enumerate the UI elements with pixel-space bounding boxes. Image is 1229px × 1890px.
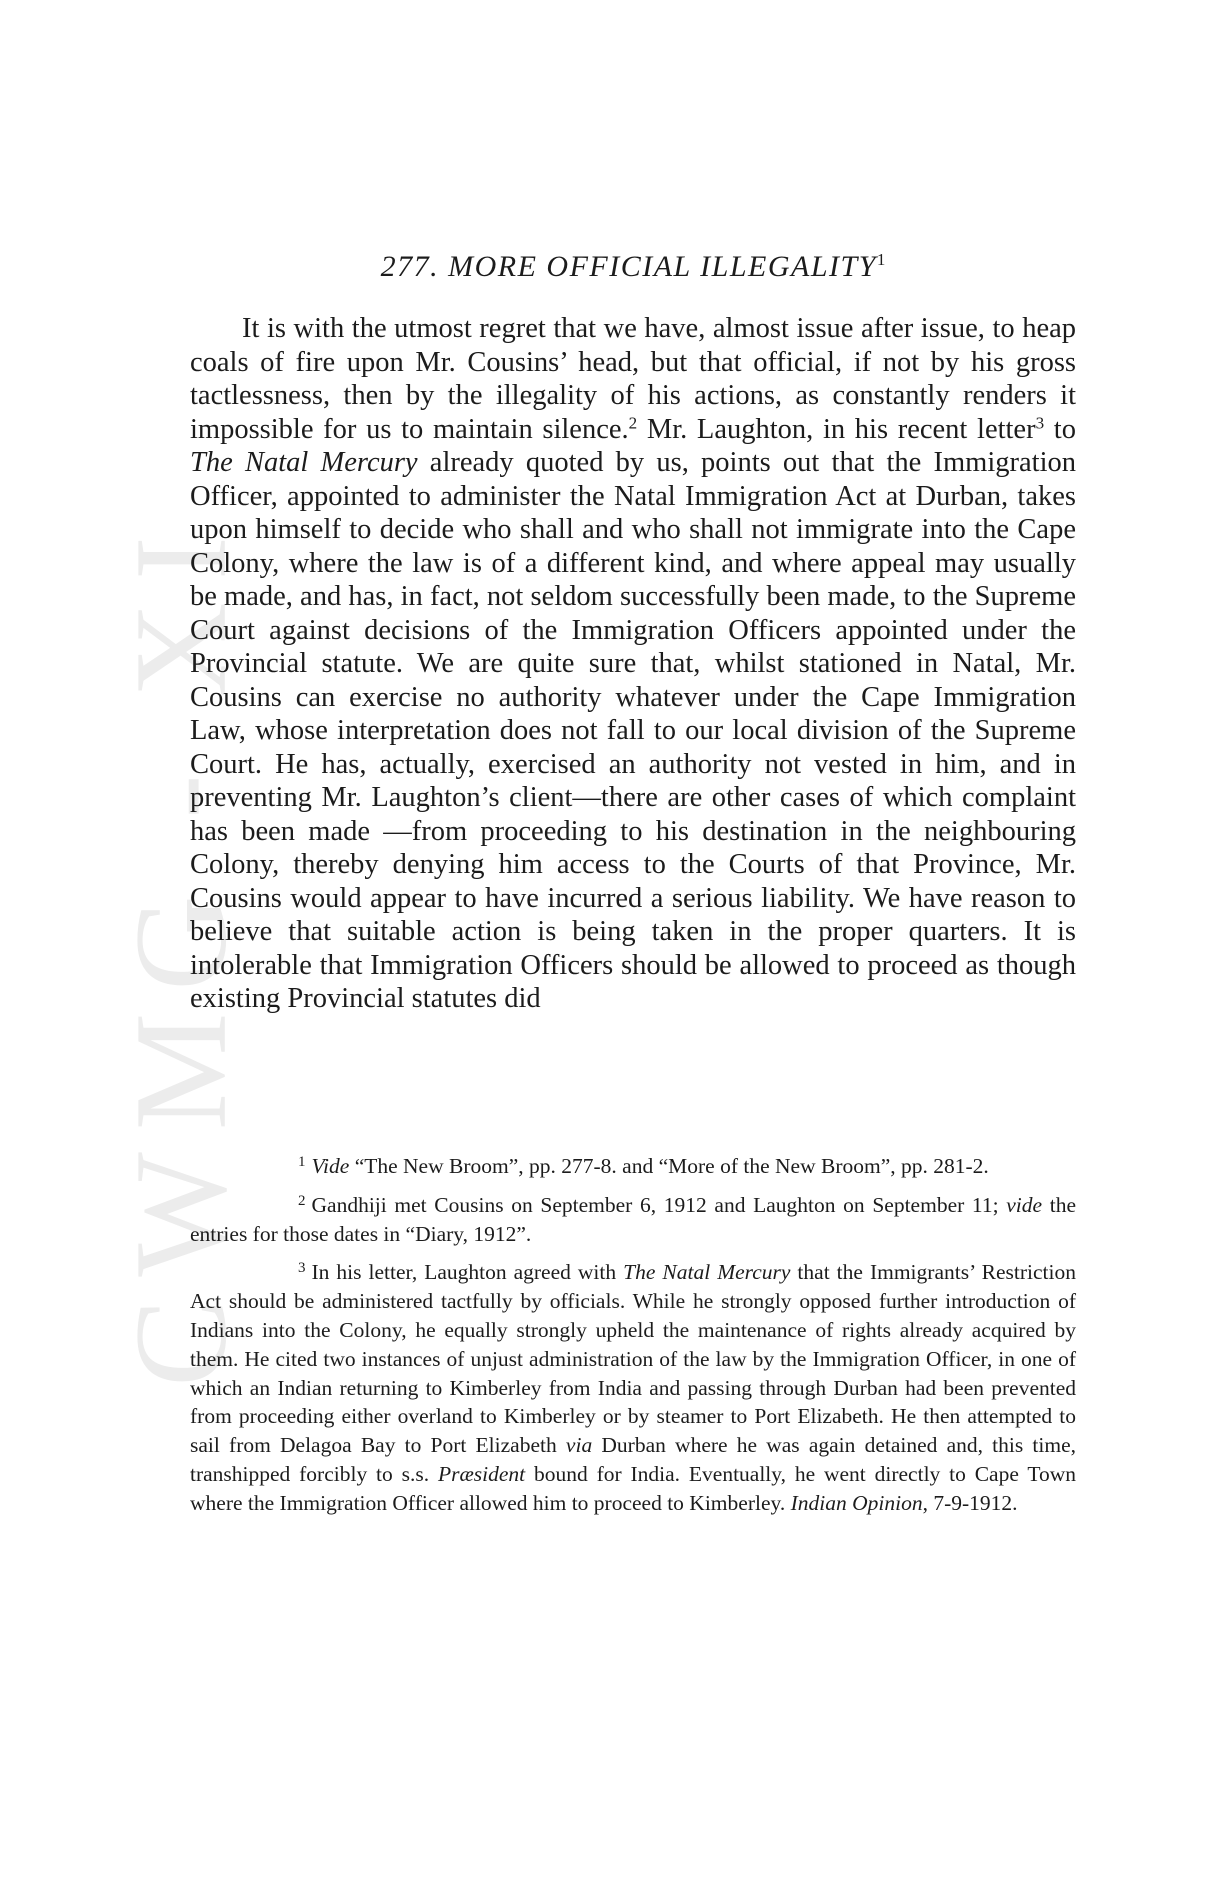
article-title: [190, 250, 1076, 284]
footnote-italic: vide: [1006, 1192, 1043, 1217]
footnote-italic: Vide: [311, 1154, 350, 1178]
footnote-italic: Indian Opinion: [790, 1490, 923, 1515]
footnote-3: [190, 1254, 1076, 1517]
body-text-part: already quoted by us, points out that the Immigration Officer, appointed to administer the Natal Immigration Act at Durban, takes upon himself to decide who shall and who shall not immigrate into the Cape Colony, where the law is of a different kind, and where appeal may usually be made, and has, in fact, not seldom successfully been made, to the Supreme Court against decisions of the Immigration Officers appointed under the Provincial statute. We are quite sure that, whilst stationed in Natal, Mr. Cousins can exercise no authority whatever under the Cape Immigration Law, whose interpretation does not fall to our local division of the Supreme Court. He has, actually, exercised an authority not vested in him, and in preventing Mr. Laughton’s client—there are other cases of which complaint has been made —from proceeding to his destination in the neighbouring Colony, thereby denying him access to the Courts of that Province, Mr. Cousins would appear to have incurred a serious liability. We have reason to believe that suitable action is being taken in the proper quarters. It is intolerable that Immigration Officers should be allowed to proceed as though existing Provincial statutes did: [190, 447, 1076, 1014]
footnote-text: , 7-9-1912.: [922, 1490, 1018, 1515]
footnotes: [190, 1148, 1076, 1524]
footnote-number: 2: [298, 1192, 306, 1209]
footnote-ref-2: 2: [628, 413, 638, 433]
footnote-1: [190, 1148, 1076, 1181]
footnote-text: Durban where he was again detained and, this time, transhipped forcibly to s.s.: [190, 1433, 1077, 1486]
footnote-text: “The New Broom”, pp. 277-8. and “More of the New Broom”, pp. 281-2.: [349, 1154, 989, 1178]
footnote-number: 3: [298, 1260, 306, 1277]
footnote-ref-3: 3: [1035, 413, 1045, 433]
footnote-italic: Præsident: [437, 1461, 526, 1486]
title-footnote-mark: 1: [876, 250, 886, 269]
newspaper-title: The Natal Mercury: [190, 447, 418, 478]
footnote-text: the entries for those dates in “Diary, 1912”.: [190, 1192, 1076, 1246]
footnote-text: In his letter, Laughton agreed with: [311, 1260, 624, 1285]
footnote-number: 1: [298, 1154, 306, 1170]
footnote-text: that the Immigrants’ Restriction Act should be administered tactfully by officials. While he strongly opposed further introduction of Indians into the Colony, he equally strongly upheld the maintenance of rights already acquired by them. He cited two instances of unjust administration of the law by the Immigration Officer, in one of which an Indian returning to Kimberley from India and passing through Durban had been prevented from proceeding either overland to Kimberley or by steamer to Port Elizabeth. He then attempted to sail from Delagoa Bay to Port Elizabeth: [190, 1260, 1076, 1458]
body-text-part: It is with the utmost regret that we have, almost issue after issue, to heap coals of fire upon Mr. Cousins’ head, but that official, if not by his gross tactlessness, then by the illegality of his actions, as constantly renders it impossible for us to maintain silence.: [190, 313, 1076, 445]
watermark-text: CWMG - XI: [106, 513, 254, 1387]
footnote-italic: The Natal Mercury: [623, 1260, 791, 1285]
footnote-text: bound for India. Eventually, he went directly to Cape Town where the Immigration Officer allowed him to proceed to Kimberley.: [190, 1461, 1076, 1515]
article-title-text: 277. MORE OFFICIAL ILLEGALITY: [380, 250, 877, 283]
footnote-text: Gandhiji met Cousins on September 6, 1912 and Laughton on September 11;: [311, 1192, 1007, 1217]
body-text-part: Mr. Laughton, in his recent letter: [637, 413, 1036, 445]
footnote-2: [190, 1187, 1076, 1249]
footnote-italic: via: [565, 1433, 593, 1458]
article-body: [190, 312, 1076, 1016]
body-text-part: to: [1044, 413, 1076, 445]
